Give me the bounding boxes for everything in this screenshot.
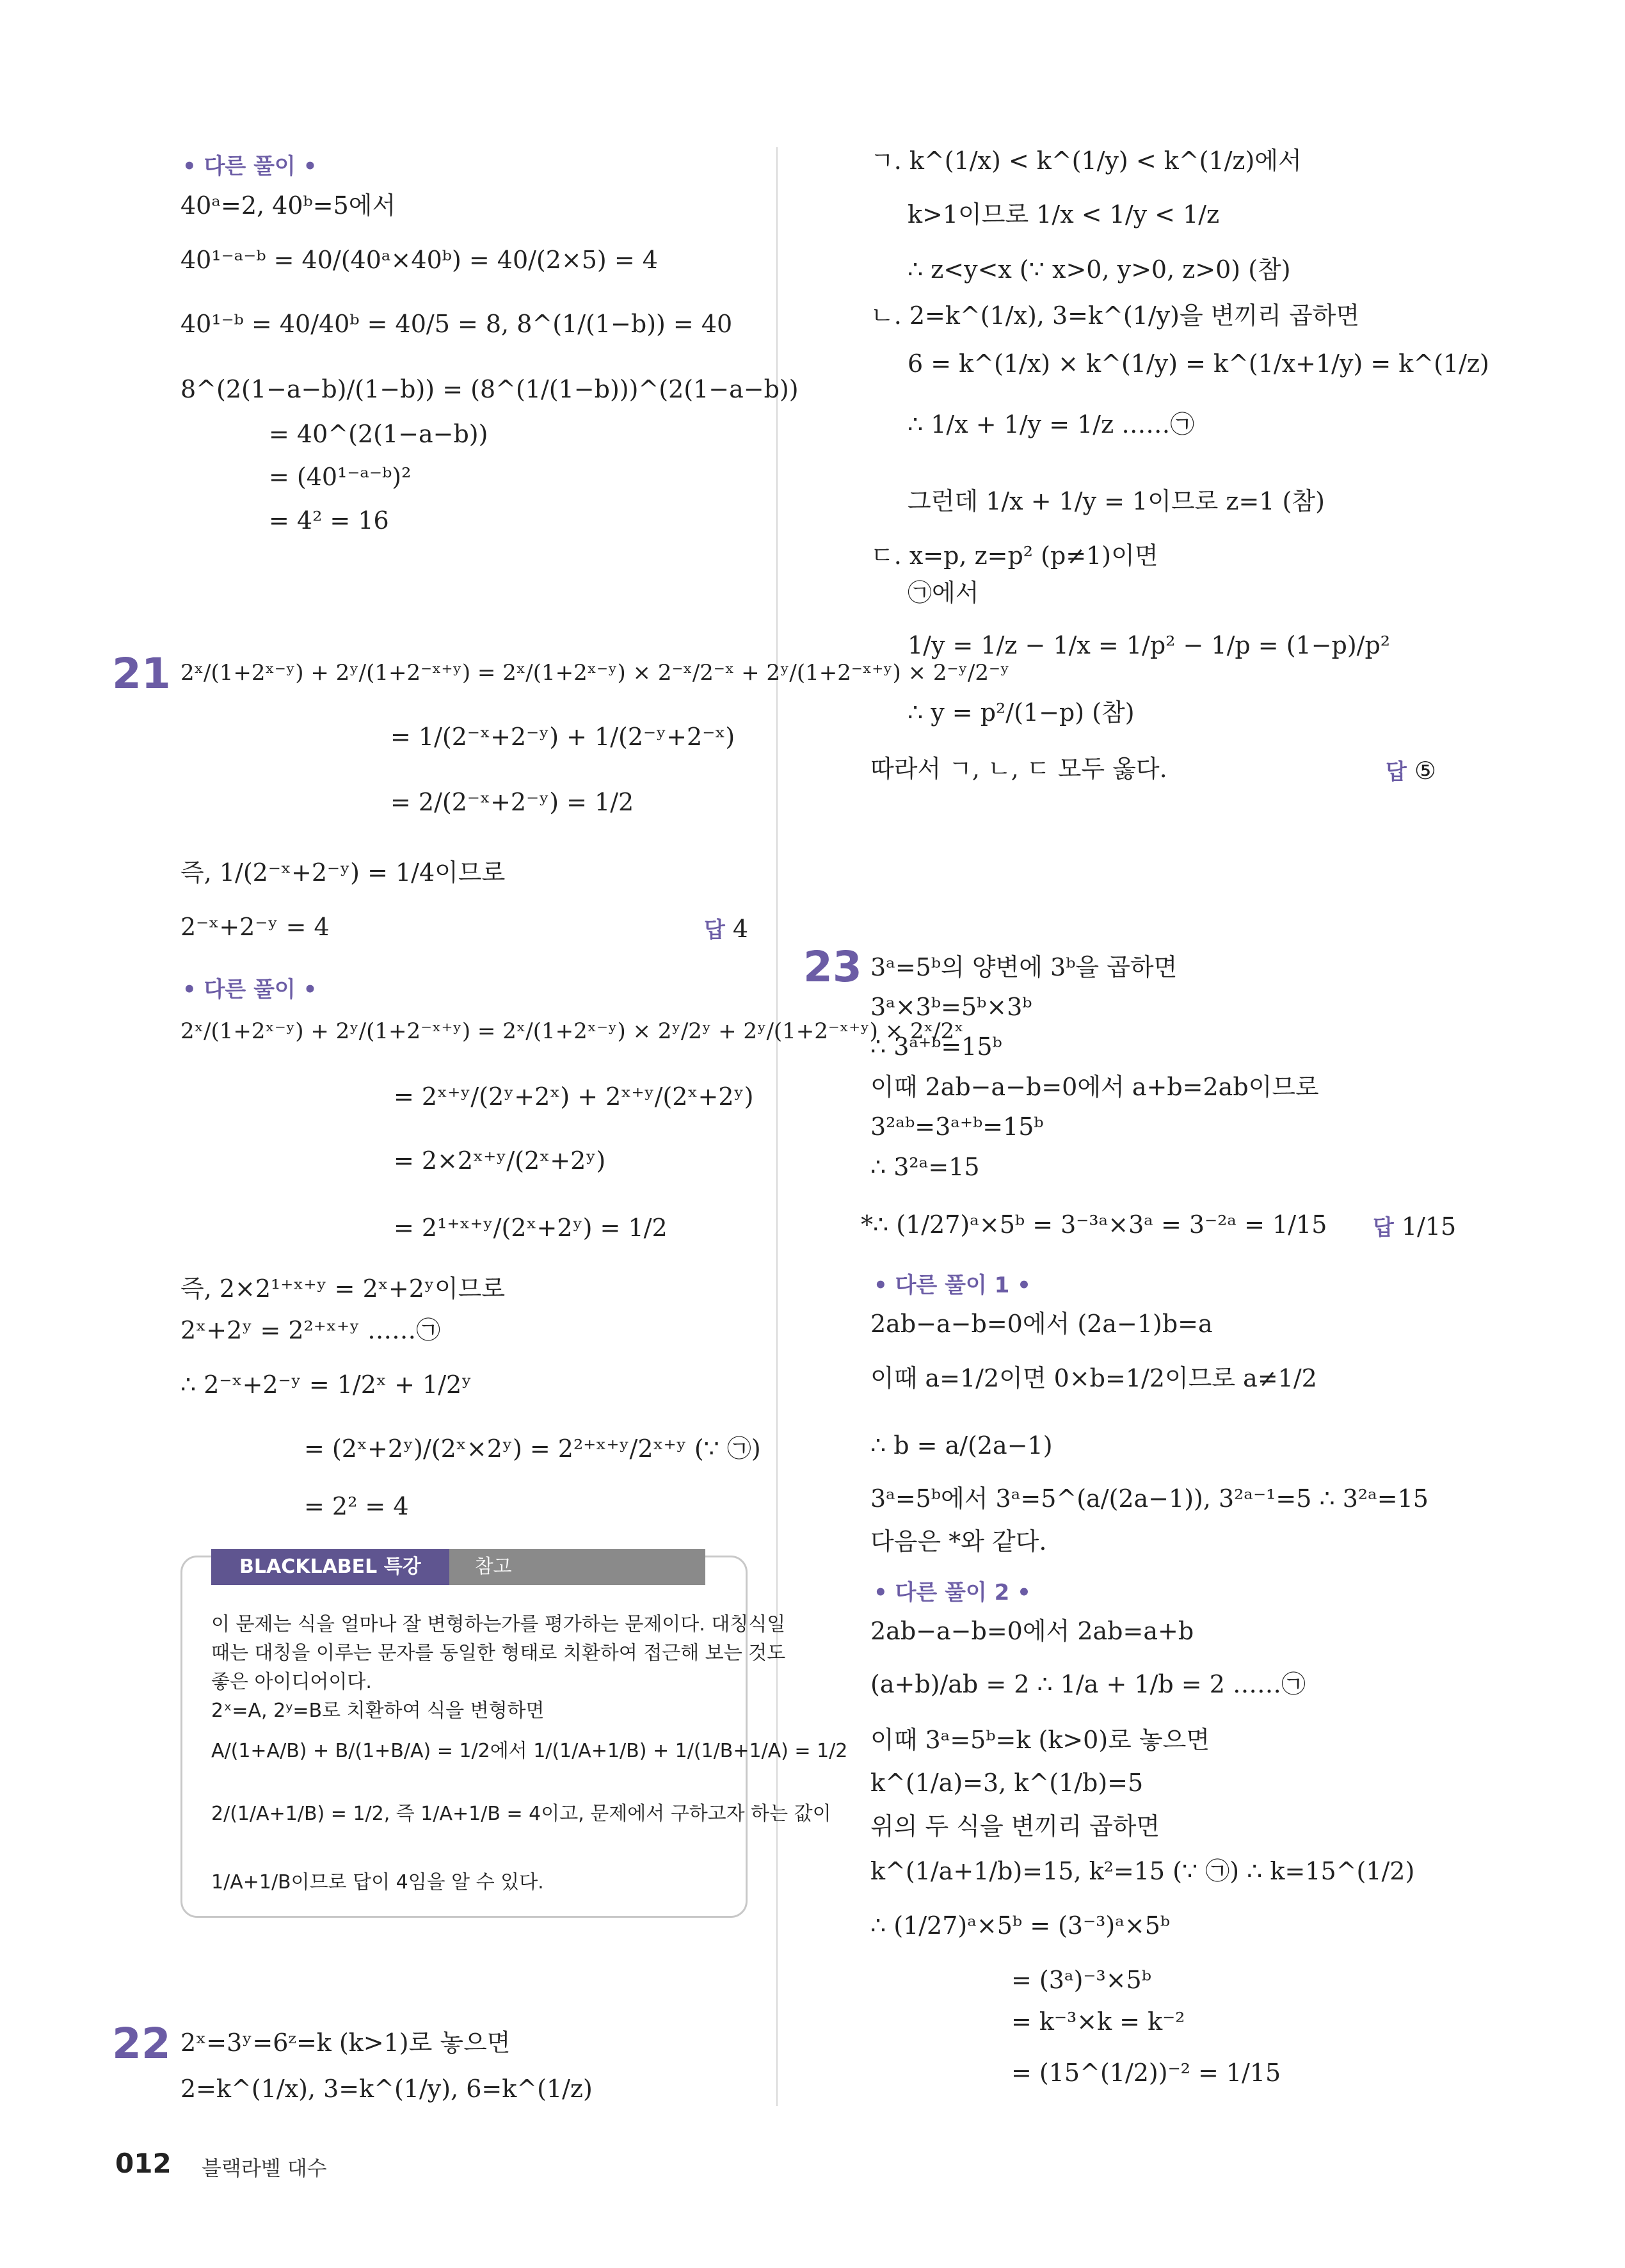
question-number: 22: [112, 2019, 171, 2068]
book-title: 블랙라벨 대수: [202, 2156, 327, 2180]
math-line: ㉠에서: [908, 579, 979, 607]
note-text: A/(1+A/B) + B/(1+B/A) = 1/2에서 1/(1/A+1/B) + 1/(1/B+1/A) = 1/2: [211, 1740, 848, 1762]
note-text: 1/A+1/B이므로 답이 4임을 알 수 있다.: [211, 1871, 544, 1894]
math-line: = 2ˣ⁺ʸ/(2ʸ+2ˣ) + 2ˣ⁺ʸ/(2ˣ+2ʸ): [394, 1082, 754, 1111]
math-line: = 2¹⁺ˣ⁺ʸ/(2ˣ+2ʸ) = 1/2: [394, 1214, 668, 1242]
math-line: = 2² = 4: [304, 1492, 409, 1520]
math-line: (a+b)/ab = 2 ∴ 1/a + 1/b = 2 ……㉠: [870, 1670, 1306, 1698]
answer: [1373, 1210, 1456, 1241]
note-text: 때는 대칭을 이루는 문자를 동일한 형태로 치환하여 접근해 보는 것도: [211, 1642, 786, 1664]
math-line: k>1이므로 1/x < 1/y < 1/z: [908, 200, 1220, 229]
math-line: 이때 a=1/2이면 0×b=1/2이므로 a≠1/2: [870, 1364, 1317, 1392]
math-line: ㄷ. x=p, z=p² (p≠1)이면: [870, 542, 1158, 570]
alt-solution-label: • 다른 풀이 •: [182, 977, 317, 1002]
math-line: 위의 두 식을 변끼리 곱하면: [870, 1812, 1160, 1840]
note-text: 이 문제는 식을 얼마나 잘 변형하는가를 평가하는 문제이다. 대칭식일: [211, 1613, 786, 1636]
math-line: 따라서 ㄱ, ㄴ, ㄷ 모두 옳다.: [870, 755, 1167, 783]
math-line: 그런데 1/x + 1/y = 1이므로 z=1 (참): [908, 487, 1325, 515]
math-line: ∴ y = p²/(1−p) (참): [908, 698, 1135, 727]
math-line: 2ab−a−b=0에서 (2a−1)b=a: [870, 1310, 1213, 1338]
math-line: = (3ᵃ)⁻³×5ᵇ: [1011, 1966, 1151, 1994]
math-line: k^(1/a+1/b)=15, k²=15 (∵ ㉠) ∴ k=15^(1/2): [870, 1857, 1415, 1885]
math-line: 40ᵃ=2, 40ᵇ=5에서: [180, 191, 396, 220]
note-tab-title: BLACKLABEL 특강: [211, 1549, 449, 1585]
math-line: 8^(2(1−a−b)/(1−b)) = (8^(1/(1−b)))^(2(1−a−b)): [180, 375, 799, 403]
math-line: 다음은 *와 같다.: [870, 1527, 1047, 1556]
math-line: 즉, 2×2¹⁺ˣ⁺ʸ = 2ˣ+2ʸ이므로: [180, 1275, 506, 1303]
alt-solution-label: • 다른 풀이 2 •: [874, 1580, 1031, 1605]
math-line: 3ᵃ=5ᵇ에서 3ᵃ=5^(a/(2a−1)), 3²ᵃ⁻¹=5 ∴ 3²ᵃ=15: [870, 1484, 1429, 1513]
math-line: 2ab−a−b=0에서 2ab=a+b: [870, 1617, 1194, 1645]
math-line: 즉, 1/(2⁻ˣ+2⁻ʸ) = 1/4이므로: [180, 858, 506, 887]
answer-label: 답: [1373, 1215, 1394, 1241]
note-text: 좋은 아이디어이다.: [211, 1671, 372, 1693]
math-line: = 4² = 16: [269, 506, 389, 535]
math-line: ∴ b = a/(2a−1): [870, 1431, 1053, 1460]
answer-value: 1/15: [1401, 1212, 1457, 1241]
math-line: = (15^(1/2))⁻² = 1/15: [1011, 2059, 1281, 2087]
math-line: *∴ (1/27)ᵃ×5ᵇ = 3⁻³ᵃ×3ᵃ = 3⁻²ᵃ = 1/15: [861, 1210, 1327, 1239]
math-line: = k⁻³×k = k⁻²: [1011, 2007, 1185, 2036]
math-line: = 1/(2⁻ˣ+2⁻ʸ) + 1/(2⁻ʸ+2⁻ˣ): [390, 723, 735, 751]
math-line: 2=k^(1/x), 3=k^(1/y), 6=k^(1/z): [180, 2075, 593, 2103]
math-line: ∴ 2⁻ˣ+2⁻ʸ = 1/2ˣ + 1/2ʸ: [180, 1371, 472, 1399]
math-line: 2ˣ/(1+2ˣ⁻ʸ) + 2ʸ/(1+2⁻ˣ⁺ʸ) = 2ˣ/(1+2ˣ⁻ʸ) × 2ʸ/2ʸ + 2ʸ/(1+2⁻ˣ⁺ʸ) × 2ˣ/2ˣ: [180, 1018, 964, 1044]
page-number: 012: [115, 2148, 172, 2179]
math-line: 2⁻ˣ+2⁻ʸ = 4: [180, 913, 330, 941]
note-text: 2/(1/A+1/B) = 1/2, 즉 1/A+1/B = 4이고, 문제에서 구하고자 하는 값이: [211, 1803, 831, 1825]
math-line: 40¹⁻ᵇ = 40/40ᵇ = 40/5 = 8, 8^(1/(1−b)) = 40: [180, 310, 733, 338]
math-line: = (40¹⁻ᵃ⁻ᵇ)²: [269, 463, 412, 491]
answer: [704, 912, 748, 944]
math-line: k^(1/a)=3, k^(1/b)=5: [870, 1769, 1144, 1797]
math-line: 3²ᵃᵇ=3ᵃ⁺ᵇ=15ᵇ: [870, 1113, 1044, 1141]
math-line: 40¹⁻ᵃ⁻ᵇ = 40/(40ᵃ×40ᵇ) = 40/(2×5) = 4: [180, 246, 658, 274]
alt-solution-label: • 다른 풀이 •: [182, 154, 317, 179]
math-line: ㄴ. 2=k^(1/x), 3=k^(1/y)을 변끼리 곱하면: [870, 302, 1360, 330]
note-box-tab: [211, 1549, 705, 1585]
math-line: ∴ (1/27)ᵃ×5ᵇ = (3⁻³)ᵃ×5ᵇ: [870, 1911, 1171, 1940]
math-line: ㄱ. k^(1/x) < k^(1/y) < k^(1/z)에서: [870, 147, 1302, 175]
math-line: = 2/(2⁻ˣ+2⁻ʸ) = 1/2: [390, 788, 634, 816]
answer-value: 4: [732, 915, 749, 943]
math-line: 6 = k^(1/x) × k^(1/y) = k^(1/x+1/y) = k^(1/z): [908, 350, 1489, 378]
math-line: ∴ 3²ᵃ=15: [870, 1153, 980, 1181]
math-line: = 40^(2(1−a−b)): [269, 420, 488, 448]
note-text: 2ˣ=A, 2ʸ=B로 치환하여 식을 변형하면: [211, 1700, 545, 1722]
math-line: ∴ 1/x + 1/y = 1/z ……㉠: [908, 410, 1195, 438]
note-tab-subtitle: 참고: [449, 1549, 705, 1585]
math-line: ∴ z<y<x (∵ x>0, y>0, z>0) (참): [908, 255, 1291, 284]
math-line: ∴ 3ᵃ⁺ᵇ=15ᵇ: [870, 1033, 1002, 1061]
answer: [1386, 754, 1436, 785]
alt-solution-label: • 다른 풀이 1 •: [874, 1273, 1031, 1298]
math-line: 2ˣ+2ʸ = 2²⁺ˣ⁺ʸ ……㉠: [180, 1316, 441, 1344]
math-line: 이때 2ab−a−b=0에서 a+b=2ab이므로: [870, 1073, 1319, 1101]
math-line: 이때 3ᵃ=5ᵇ=k (k>0)로 놓으면: [870, 1726, 1210, 1754]
math-line: 3ᵃ×3ᵇ=5ᵇ×3ᵇ: [870, 993, 1032, 1021]
math-line: = 2×2ˣ⁺ʸ/(2ˣ+2ʸ): [394, 1146, 606, 1175]
answer-label: 답: [1386, 759, 1407, 785]
math-line: = (2ˣ+2ʸ)/(2ˣ×2ʸ) = 2²⁺ˣ⁺ʸ/2ˣ⁺ʸ (∵ ㉠): [304, 1435, 761, 1463]
math-line: 1/y = 1/z − 1/x = 1/p² − 1/p = (1−p)/p²: [908, 631, 1391, 659]
math-line: 2ˣ/(1+2ˣ⁻ʸ) + 2ʸ/(1+2⁻ˣ⁺ʸ) = 2ˣ/(1+2ˣ⁻ʸ) × 2⁻ˣ/2⁻ˣ + 2ʸ/(1+2⁻ˣ⁺ʸ) × 2⁻ʸ/2⁻ʸ: [180, 660, 1010, 686]
answer-label: 답: [704, 917, 725, 943]
math-line: 3ᵃ=5ᵇ의 양변에 3ᵇ을 곱하면: [870, 953, 1178, 981]
math-line: 2ˣ=3ʸ=6ᶻ=k (k>1)로 놓으면: [180, 2029, 511, 2057]
answer-value: ⑤: [1414, 757, 1436, 785]
question-number: 23: [803, 942, 862, 992]
question-number: 21: [112, 649, 171, 698]
